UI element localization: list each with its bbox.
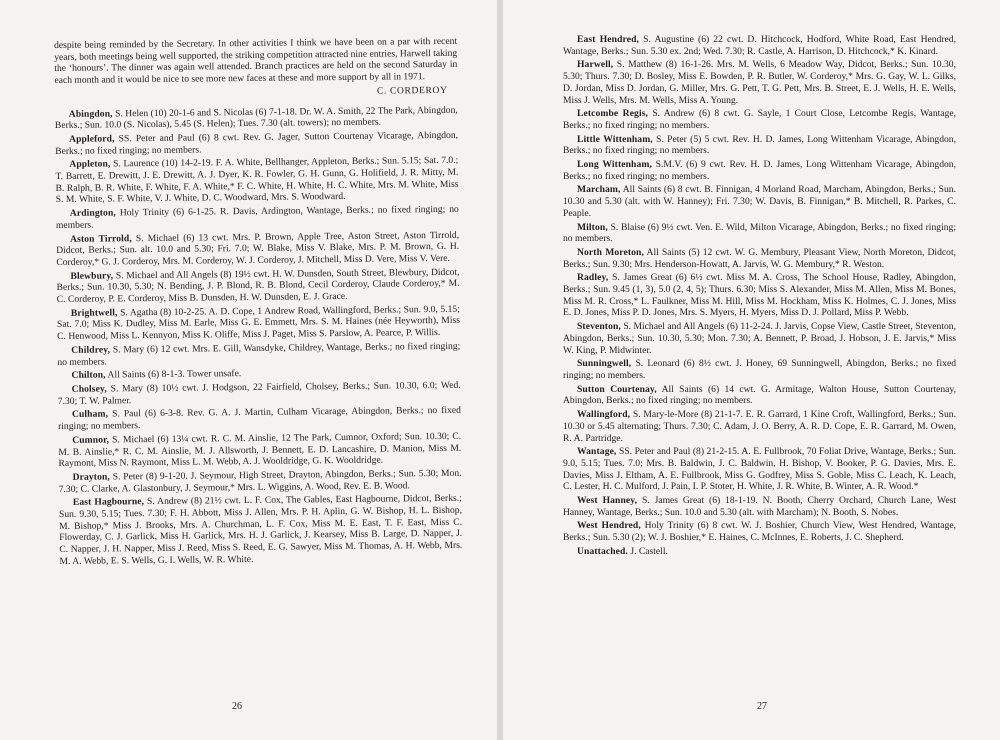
tower-details: S. Peter (8) 9-1-20. J. Seymour, High Street, Drayton, Abingdon, Berks.; Sun. 5.30; Mon. 7.30; C. Clarke, A. Glastonbury, J. Seymour,* Mrs. L. Wiggins, A. Wood, Rev. E. B. Wood.: [58, 467, 462, 495]
tower-name: Milton,: [577, 221, 608, 233]
right-page: [503, 0, 1000, 740]
tower-name: Chilton,: [71, 369, 106, 382]
tower-details: S. Agatha (8) 10-2-25. A. D. Cope, 1 Andrew Road, Wallingford, Berks.; Sun. 9.0, 5.15; Sat. 7.0; Miss K. Dudley, Miss M. Earle, Miss G. E. Emmett, Mrs. S. M. Haines (née Heyworth), Miss C. Henwood, Miss L. Kennyon, Miss K. Oliffe, Miss J. Paget, Miss S. Parslow, A. Pearce, P. Willis.: [56, 303, 461, 343]
tower-entry: [57, 341, 460, 369]
page-number-right: 27: [757, 701, 767, 712]
left-page: [0, 0, 497, 740]
tower-name: North Moreton,: [577, 246, 644, 258]
tower-entry: [563, 384, 956, 407]
tower-entry: [563, 108, 956, 131]
tower-details: S. James Great (6) 18-1-19. N. Booth, Cherry Orchard, Church Lane, West Hanney, Wantage, Berks.; Sun. 10.0 and 5.30 (alt. with Marcham); N. Booth, S. Nobes.: [563, 495, 956, 518]
tower-entry: [56, 266, 459, 305]
tower-details: S. Leonard (6) 8½ cwt. J. Honey, 69 Sunningwell, Abingdon, Berks.; no fixed ringing; no members.: [563, 358, 956, 381]
tower-name: Marcham,: [577, 184, 621, 196]
tower-name: Cumnor,: [72, 434, 110, 446]
tower-details: S. Blaise (6) 9½ cwt. Ven. E. Wild, Milton Vicarage, Abingdon, Berks.; no fixed ringing; no members.: [563, 221, 956, 245]
tower-entry: [58, 431, 461, 470]
right-page-text: [563, 34, 956, 558]
tower-entry: [563, 34, 956, 57]
tower-name: Little Wittenham,: [577, 133, 653, 145]
tower-entry: [563, 409, 956, 444]
tower-name: Brightwell,: [70, 307, 118, 319]
tower-details: S. James Great (6) 6½ cwt. Miss M. A. Cross, The School House, Radley, Abingdon, Berks.; Sun. 9.45 (1, 3), 5.0 (2, 4, 5); Thurs. 6.30; Miss S. Alexander, Miss M. Allen, Miss M. Bones, Miss M. R. Cross,* L. Faulkner, Miss M. Hill, Miss M. Hockham, Miss K. Holmes, C. J. Jones, Miss E. D. Jones, Miss P. D. Jones, Mrs. S. Myers, H. Myers, Miss D. J. Pollard, Miss P. Webb.: [563, 272, 956, 319]
tower-entry: [563, 446, 956, 493]
tower-entry: [563, 546, 956, 558]
tower-entry: [58, 405, 461, 433]
tower-entry: [55, 130, 458, 158]
tower-details: All Saints (6) 8-1-3. Tower unsafe.: [105, 368, 242, 381]
tower-details: All Saints (6) 8 cwt. B. Finnigan, 4 Morland Road, Marcham, Abingdon, Berks.; Sun. 10.30 and 5.30 (alt. with W. Hanney); Fri. 7.30; W. Davis, B. Finnigan,* B. Mitchell, R. Parkes, C. Peaple.: [563, 184, 956, 219]
tower-name: Wantage,: [577, 446, 617, 458]
tower-details: S. Mary (8) 10½ cwt. J. Hodgson, 22 Fairfield, Cholsey, Berks.; Sun. 10.30, 6.0; Wed. 7.30; T. W. Palmer.: [57, 379, 461, 407]
tower-name: Culham,: [71, 408, 109, 421]
tower-entry: [563, 222, 956, 245]
tower-entry: [55, 155, 458, 206]
tower-name: Sutton Courtenay,: [577, 383, 657, 395]
tower-name: Childrey,: [71, 344, 111, 356]
tower-name: West Hendred,: [577, 520, 641, 532]
tower-name: Harwell,: [577, 59, 614, 71]
tower-list-left: [55, 104, 463, 567]
tower-details: Holy Trinity (6) 6-1-25. R. Davis, Ardington, Wantage, Berks.; no fixed ringing; no members.: [55, 203, 459, 231]
tower-name: Steventon,: [577, 321, 621, 333]
tower-name: Unattached.: [577, 545, 628, 557]
tower-name: Blewbury,: [70, 270, 114, 282]
tower-name: Letcombe Regis,: [577, 108, 649, 120]
tower-details: S. Michael and All Angels (6) 11-2-24. J. Jarvis, Copse View, Castle Street, Steventon, Abingdon, Berks.; Sun. 10.30, 5.30; Mon. 7.30; A. Bennett, P. Broad, J. Hobson, J. E. Jarvis,* Miss W. King, P. Midwinter.: [563, 321, 956, 356]
tower-entry: [563, 520, 956, 543]
tower-entry: [563, 184, 956, 219]
tower-entry: [563, 495, 956, 518]
tower-entry: [57, 304, 460, 343]
tower-details: SS. Peter and Paul (6) 8 cwt. Rev. G. Jager, Sutton Courtenay Vicarage, Abingdon, Berks.; no fixed ringing; no members.: [55, 129, 459, 157]
tower-name: Wallingford,: [577, 409, 631, 421]
tower-entry: [59, 468, 462, 496]
tower-list-right: [563, 34, 956, 558]
tower-entry: [55, 104, 458, 132]
tower-name: Aston Tirrold,: [70, 232, 132, 245]
tower-name: Long Wittenham,: [577, 159, 652, 171]
tower-details: All Saints (6) 14 cwt. G. Armitage, Walton House, Sutton Courtenay, Abingdon, Berks.; no fixed ringing; no members.: [563, 383, 956, 407]
tower-entry: [563, 59, 956, 106]
report-intro: despite being reminded by the Secretary. In other activities I think we have been on a par with recent years, both meetings being well supported, the striking competition attracted nine entries, Harwell taking the ‘honours’. The dinner was again well attended. Branch practices are held on the second Saturday in each month and it would be nice to see more new faces at these and more support by all in 1971.: [54, 35, 458, 87]
left-page-text: [54, 36, 463, 568]
tower-entry: [563, 272, 956, 319]
tower-name: East Hagbourne,: [72, 496, 145, 509]
tower-details: S. Augustine (6) 22 cwt. D. Hitchcock, Hodford, White Road, East Hendred, Wantage, Berks.; Sun. 5.30 ex. 2nd; Wed. 7.30; R. Castle, A. Harrison, D. Hitchcock,* K. Kinard.: [563, 34, 956, 57]
tower-details: S. Laurence (10) 14-2-19. F. A. White, Bellhanger, Appleton, Berks.; Sun. 5.15; Sat. 7.0.; T. Barrett, E. Drewitt, J. E. Drewitt, A. J. Dyer, K. R. Fowler, G. H. Gunn, G. Holifield, J. R. Mitty, M. B. Ralph, B. R. White, F. White, F. A. White,* F. C. White, H. White, H. C. White, Mrs. M. White, Miss S. M. White, S. F. White, V. J. White, D. C. Woodward, Mrs. S. Woodward.: [55, 155, 459, 206]
tower-details: S. Helen (10) 20-1-6 and S. Nicolas (6) 7-1-18. Dr. W. A. Smith, 22 The Park, Abingdon, Berks.; Sun. 10.0 (S. Nicolas), 5.45 (S. Helen); Tues. 7.30 (alt. towers); no members.: [54, 104, 458, 132]
tower-details: S. Paul (6) 6-3-8. Rev. G. A. J. Martin, Culham Vicarage, Abingdon, Berks.; no fixed ringing; no members.: [57, 405, 461, 433]
tower-entry: [563, 358, 956, 381]
tower-name: East Hendred,: [577, 34, 640, 45]
tower-entry: [563, 247, 956, 270]
tower-name: Ardington,: [69, 207, 116, 219]
tower-entry: [58, 380, 461, 408]
tower-name: Abingdon,: [68, 107, 113, 120]
report-signature: C. CORDEROY: [376, 84, 448, 97]
tower-entry: [59, 493, 463, 567]
tower-name: Appleford,: [68, 133, 115, 145]
tower-details: J. Castell.: [627, 545, 668, 557]
tower-entry: [563, 159, 956, 182]
tower-details: SS. Peter and Paul (8) 21-2-15. A. E. Fullbrook, 70 Foliat Drive, Wantage, Berks.; Sun. 9.0, 5.15; Tues. 7.0; Mrs. B. Baldwin, J. C. Baldwin, H. Bishop, V. Booker, P. G. Davies, Mrs. E. Davies, Miss J. Eltham, A. E. Fullbrook, Miss G. Godfrey, Miss S. Goble, Miss C. Leach, K. Leach, C. Lester, H. C. Mulford, J. Pain, I. P. Stoter, H. White, J. R. White, B. Winter, A. R. Wood.*: [563, 446, 956, 493]
tower-details: All Saints (5) 12 cwt. W. G. Membury, Pleasant View, North Moreton, Didcot, Berks.; Sun. 9.30; Mrs. Henderson-Howatt, A. Jarvis, W. G. Membury,* R. Weston.: [563, 246, 957, 270]
tower-details: S. Matthew (8) 16-1-26. Mrs. M. Wells, 6 Meadow Way, Didcot, Berks.; Sun. 10.30, 5.30; Thurs. 7.30; D. Bosley, Miss E. Bowden, P. R. Butler, W. Corderoy,* Mrs. G. Gay, W. L. Gilks, D. Jordan, Miss D. Jordan, G. Miller, Mrs. G. Pett, T. G. Pett, Mrs. B. Street, E. J. Wells, H. E. Wells, Miss J. Wells, Mrs. M. Wells, Miss A. Young.: [563, 59, 956, 106]
tower-entry: [56, 229, 459, 268]
tower-details: S. Mary (6) 12 cwt. Mrs. E. Gill, Wansdyke, Childrey, Wantage, Berks.; no fixed ringing; no members.: [57, 340, 461, 368]
tower-name: West Hanney,: [577, 495, 638, 507]
tower-name: Appleton,: [69, 158, 111, 171]
tower-entry: [563, 321, 956, 356]
tower-details: S. Michael (6) 13 cwt. Mrs. P. Brown, Apple Tree, Aston Street, Aston Tirrold, Didcot, Berks.; Sun. alt. 10.0 and 5.30; Fri. 7.0; W. Blake, Miss V. Blake, Mrs. P. M. Brown, G. H. Corderoy,* G. J. Corderoy, Mrs. M. Corderoy, W. J. Corderoy, J. Mitchell, Miss D. Vere, Miss V. Vere.: [56, 229, 460, 268]
tower-name: Cholsey,: [71, 383, 107, 395]
tower-name: Sunningwell,: [577, 358, 632, 370]
tower-details: S. Peter (5) 5 cwt. Rev. H. D. James, Long Wittenham Vicarage, Abingdon, Berks.; no fixed ringing; no members.: [563, 133, 956, 157]
tower-name: Drayton,: [72, 471, 110, 483]
tower-details: S. Mary-le-More (8) 21-1-7. E. R. Garrard, 1 Kine Croft, Wallingford, Berks.; Sun. 10.30 or 5.45 alternating; Thurs. 7.30; C. Adam, J. O. Berry, A. R. D. Cope, E. R. Garrard, M. Owen, R. A. Partridge.: [563, 409, 956, 444]
tower-entry: [563, 134, 956, 157]
tower-details: S. Andrew (6) 8 cwt. G. Sayle, 1 Court Close, Letcombe Regis, Wantage, Berks.; no fixed ringing; no members.: [563, 108, 956, 131]
tower-details: Holy Trinity (6) 8 cwt. W. J. Boshier, Church View, West Hendred, Wantage, Berks.; Sun. 5.30 (2); W. J. Boshier,* E. Haines, C. McInnes, E. Roberts, J. C. Shepherd.: [563, 520, 956, 544]
tower-details: S.M.V. (6) 9 cwt. Rev. H. D. James, Long Wittenham Vicarage, Abingdon, Berks.; no fixed ringing; no members.: [563, 159, 956, 182]
tower-details: S. Michael (6) 13¼ cwt. R. C. M. Ainslie, 12 The Park, Cumnor, Oxford; Sun. 10.30; C. M. B. Ainslie,* R. C. M. Ainslie, M. J. Allsworth, J. Bennett, E. D. Lancashire, D. Manion, Miss M. Raymont, Miss N. Raymont, Miss L. M. Webb, A. J. Wooldridge, G. K. Wooldridge.: [58, 430, 462, 470]
tower-details: S. Andrew (8) 21½ cwt. L. F. Cox, The Gables, East Hagbourne, Didcot, Berks.; Sun. 9.30, 5.15; Tues. 7.30; F. H. Abbott, Miss J. Allen, Mrs. P. H. Aplin, G. W. Bishop, H. L. Bishop, M. Bishop,* Miss J. Brooks, Mrs. A. Churchman, L. F. Cox, Miss M. E. East, T. F. East, Miss C. Flowerday, C. J. Garlick, Miss H. Garlick, Mrs. H. J. Garlick, J. Kearsey, Miss B. Large, D. Napper, J. C. Napper, J. H. Napper, Miss J. Reed, Miss S. Reed, E. G. Sawyer, Miss M. Thomas, A. H. Webb, Mrs. M. A. Webb, E. S. Wells, G. I. Wells, W. R. White.: [58, 493, 463, 567]
tower-details: S. Michael and All Angels (8) 19½ cwt. H. W. Dunsden, South Street, Blewbury, Didcot, Berks.; Sun. 10.30, 5.30; N. Bending, J. P. Blond, R. B. Blond, Cecil Corderoy, Claude Corderoy,* M. C. Corderoy, P. E. Corderoy, Miss B. Dunsden, H. W. Dunsden, E. J. Grace.: [56, 266, 460, 306]
page-number-left: 26: [232, 701, 242, 712]
tower-entry: [56, 204, 459, 232]
tower-name: Radley,: [577, 272, 609, 284]
